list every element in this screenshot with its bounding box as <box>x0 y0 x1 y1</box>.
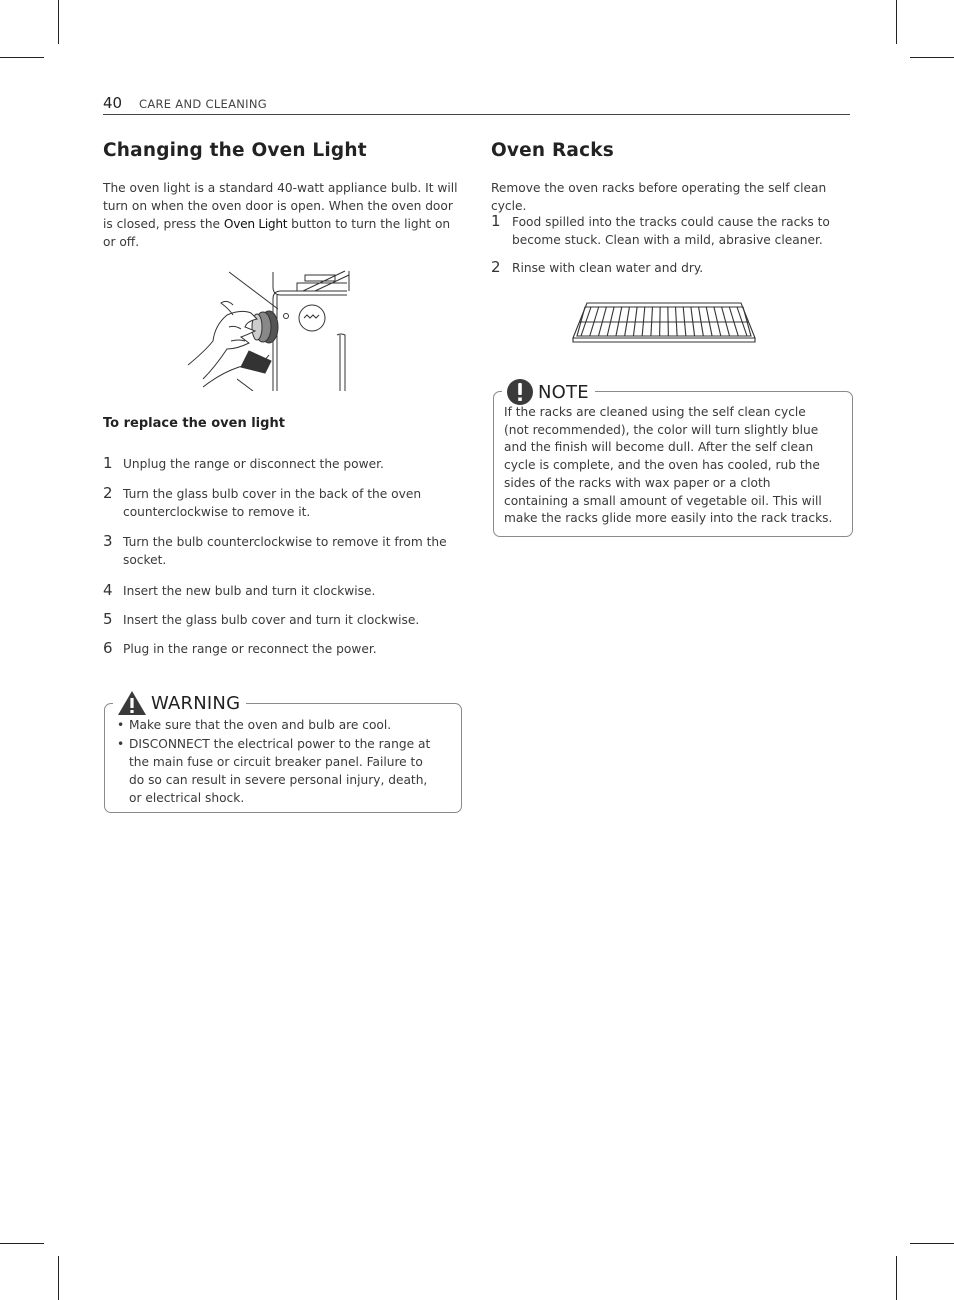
list-item: 1 Unplug the range or disconnect the power. <box>103 454 384 472</box>
oven-racks-intro: Remove the oven racks before operating the self clean cycle. <box>491 181 827 213</box>
oven-light-illustration <box>185 269 353 391</box>
replace-light-subtitle: To replace the oven light <box>103 416 285 431</box>
section-title: CARE AND CLEANING <box>139 97 267 111</box>
step-number: 5 <box>103 610 113 628</box>
warning-box <box>104 692 462 813</box>
warning-label: WARNING <box>113 690 246 716</box>
list-item: • DISCONNECT the electrical power to the range at the main fuse or circuit breaker panel. Failure to do so can result in severe personal injury, death, or electrical shock. <box>117 737 431 805</box>
note-box <box>493 381 853 537</box>
crop-mark <box>58 1256 59 1300</box>
list-item: 2 Rinse with clean water and dry. <box>491 258 704 276</box>
warning-list <box>115 716 435 808</box>
step-number: 1 <box>491 212 501 230</box>
list-item: 6 Plug in the range or reconnect the power. <box>103 639 377 657</box>
right-column <box>491 140 853 526</box>
page-header <box>103 92 850 115</box>
step-number: 1 <box>103 454 113 472</box>
crop-mark <box>910 1243 954 1244</box>
list-item: 5 Insert the glass bulb cover and turn it clockwise. <box>103 610 420 628</box>
warning-triangle-icon <box>117 690 147 716</box>
crop-mark <box>896 1256 897 1300</box>
section-heading-oven-light: Changing the Oven Light <box>103 140 367 161</box>
page-number: 40 <box>103 94 123 112</box>
crop-mark <box>0 1243 44 1244</box>
note-label: NOTE <box>502 378 595 406</box>
left-column <box>103 140 463 805</box>
oven-light-intro: The oven light is a standard 40-watt appliance bulb. It will turn on when the oven door is open. When the oven door is closed, press the Oven Light button to turn the light on or off. <box>103 181 458 249</box>
exclamation-circle-icon <box>506 378 534 406</box>
crop-mark <box>0 57 44 58</box>
oven-light-button-name: Oven Light <box>223 217 288 231</box>
list-item: 4 Insert the new bulb and turn it clockwise. <box>103 581 376 599</box>
crop-mark <box>58 0 59 44</box>
bullet: • <box>117 718 125 732</box>
list-item: • Make sure that the oven and bulb are cool. <box>117 718 392 732</box>
list-item: 2 Turn the glass bulb cover in the back of the oven counterclockwise to remove it. <box>103 484 422 519</box>
list-item: 3 Turn the bulb counterclockwise to remove it from the socket. <box>103 532 447 567</box>
oven-racks-steps <box>491 214 853 280</box>
step-number: 4 <box>103 581 113 599</box>
oven-rack-illustration <box>569 298 759 348</box>
list-item: 1 Food spilled into the tracks could cause the racks to become stuck. Clean with a mild, abrasive cleaner. <box>491 212 830 247</box>
bullet: • <box>117 737 125 751</box>
step-number: 3 <box>103 532 113 550</box>
crop-mark <box>896 0 897 44</box>
crop-mark <box>910 57 954 58</box>
step-number: 6 <box>103 639 113 657</box>
section-heading-oven-racks: Oven Racks <box>491 140 614 161</box>
note-text: If the racks are cleaned using the self clean cycle (not recommended), the color will turn slightly blue and the finish will become dull. After the self clean cycle is complete, and the oven has cooled, rub the sides of the racks with wax paper or a cloth containing a small amount of vegetable oil. This will make the racks glide more easily into the rack tracks. <box>504 405 833 526</box>
step-number: 2 <box>103 484 113 502</box>
replace-light-steps <box>103 456 463 661</box>
step-number: 2 <box>491 258 501 276</box>
